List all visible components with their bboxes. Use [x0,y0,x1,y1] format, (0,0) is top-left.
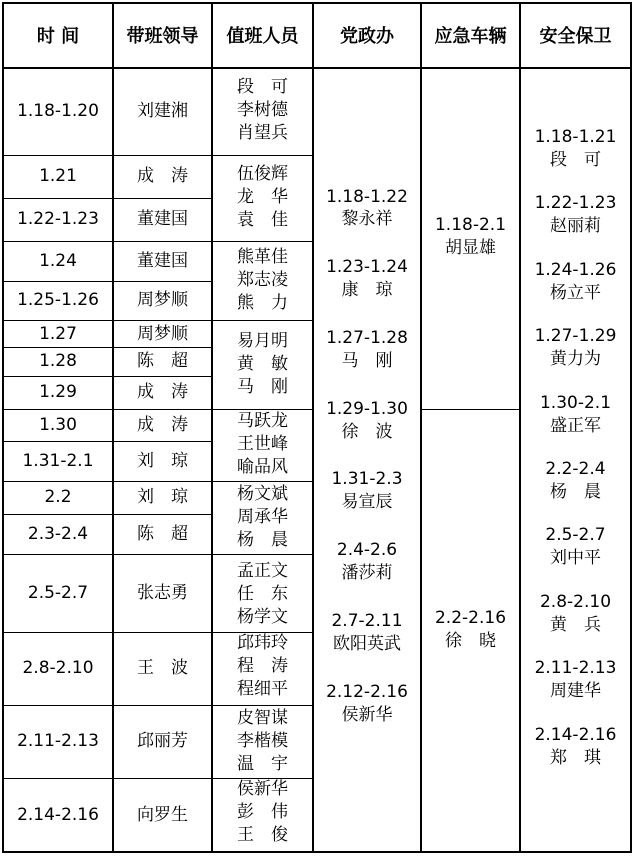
security-dates: 2.14-2.16 [534,725,617,745]
time-cell: 2.2 [44,487,72,507]
row-divider [2,554,212,555]
row-divider [2,409,212,410]
time-cell: 1.31-2.1 [22,451,94,471]
security-dates: 1.30-2.1 [539,393,612,413]
header-party-office: 党政办 [340,26,394,47]
duty-staff-group: 孟正文 任 东 杨学文 [237,561,288,627]
security-name: 段 可 [550,150,601,170]
time-cell: 2.3-2.4 [27,524,89,544]
leader-cell: 成 涛 [137,166,188,186]
vehicle-name: 徐 晓 [445,631,496,651]
office-name: 欧阳英武 [333,634,401,654]
row-divider [2,376,212,377]
security-dates: 2.8-2.10 [539,592,612,612]
row-divider [2,281,212,282]
security-name: 杨立平 [550,283,601,303]
duty-staff-group: 皮智谋 李楷模 温 宇 [237,708,288,774]
security-dates: 2.11-2.13 [534,658,617,678]
security-name: 刘中平 [550,548,601,568]
duty-staff-group: 马跃龙 王世峰 喻品风 [237,411,288,477]
row-divider [2,347,212,348]
security-name: 周建华 [550,681,601,701]
time-cell: 1.30 [39,415,77,435]
security-dates: 1.27-1.29 [534,326,617,346]
office-dates: 1.18-1.22 [326,187,408,207]
security-dates: 2.2-2.4 [545,459,606,479]
vehicle-divider [420,409,521,410]
row-divider [2,155,212,156]
row-divider [2,778,212,779]
security-dates: 2.5-2.7 [545,525,606,545]
office-name: 潘莎莉 [341,563,393,583]
office-name: 康 琼 [341,280,393,300]
table-border-top [2,2,632,4]
leader-cell: 成 涛 [137,415,188,435]
office-name: 易宣辰 [341,492,393,512]
office-dates: 2.12-2.16 [326,682,408,702]
duty-staff-group: 杨文斌 周承华 杨 晨 [237,484,288,550]
time-cell: 1.27 [39,324,77,344]
table-border-right [630,2,632,853]
leader-cell: 周梦顺 [137,324,188,344]
security-name: 黄 兵 [550,615,601,635]
group-divider [211,554,314,555]
time-cell: 2.11-2.13 [17,731,99,751]
vehicle-name: 胡显雄 [445,238,496,258]
time-cell: 2.5-2.7 [27,583,89,603]
leader-cell: 刘 琼 [137,487,188,507]
header-emergency-vehicle: 应急车辆 [434,26,507,47]
time-cell: 1.24 [39,251,77,271]
header-leader: 带班领导 [126,26,199,47]
header-divider [2,67,632,69]
duty-staff-group: 伍俊辉 龙 华 袁 佳 [237,164,288,230]
office-dates: 1.31-2.3 [331,469,403,489]
row-divider [2,320,212,321]
group-divider [211,320,314,321]
vehicle-dates: 1.18-2.1 [434,215,507,235]
row-divider [2,481,212,482]
time-cell: 1.25-1.26 [17,290,99,310]
duty-staff-group: 侯新华 彭 伟 王 俊 [237,779,288,845]
header-time: 时 间 [36,26,80,47]
security-name: 赵丽莉 [550,216,601,236]
group-divider [211,705,314,706]
row-divider [2,241,212,242]
leader-cell: 张志勇 [137,583,188,603]
leader-cell: 周梦顺 [137,290,188,310]
leader-cell: 董建国 [137,251,188,271]
security-name: 黄力为 [550,349,601,369]
security-dates: 1.24-1.26 [534,260,617,280]
office-name: 侯新华 [341,705,393,725]
time-cell: 1.29 [39,382,77,402]
security-name: 郑 琪 [550,748,601,768]
office-name: 马 刚 [341,351,393,371]
header-duty-staff: 值班人员 [226,26,299,47]
time-cell: 1.21 [39,166,77,186]
duty-staff-group: 段 可 李树德 肖望兵 [237,77,288,143]
row-divider [2,514,212,515]
vehicle-dates: 2.2-2.16 [434,608,507,628]
leader-cell: 陈 超 [137,351,188,371]
duty-staff-group: 邱玮玲 程 涛 程细平 [237,633,288,699]
security-dates: 1.18-1.21 [534,127,617,147]
security-name: 盛正军 [550,416,601,436]
duty-staff-group: 熊革佳 郑志凌 熊 力 [237,247,288,313]
group-divider [211,155,314,156]
office-dates: 1.29-1.30 [326,399,408,419]
time-cell: 2.14-2.16 [17,805,99,825]
row-divider [2,198,212,199]
leader-cell: 王 波 [137,658,188,678]
row-divider [2,705,212,706]
leader-cell: 向罗生 [137,805,188,825]
security-dates: 1.22-1.23 [534,193,617,213]
group-divider [211,481,314,482]
time-cell: 1.18-1.20 [17,101,99,121]
header-security: 安全保卫 [539,26,612,47]
leader-cell: 刘建湘 [137,101,188,121]
leader-cell: 邱丽芳 [137,731,188,751]
office-dates: 2.4-2.6 [336,540,398,560]
leader-cell: 成 涛 [137,382,188,402]
column-divider [420,2,422,853]
office-dates: 2.7-2.11 [331,611,403,631]
duty-staff-group: 易月明 黄 敏 马 刚 [237,331,288,397]
leader-cell: 刘 琼 [137,451,188,471]
time-cell: 1.22-1.23 [17,209,99,229]
table-border-bottom [2,851,632,853]
row-divider [2,632,212,633]
time-cell: 1.28 [39,351,77,371]
leader-cell: 董建国 [137,209,188,229]
time-cell: 2.8-2.10 [22,658,94,678]
leader-cell: 陈 超 [137,524,188,544]
security-name: 杨 晨 [550,482,601,502]
office-dates: 1.23-1.24 [326,257,408,277]
row-divider [2,441,212,442]
group-divider [211,241,314,242]
office-name: 黎永祥 [341,209,393,229]
office-dates: 1.27-1.28 [326,328,408,348]
office-name: 徐 波 [341,422,393,442]
